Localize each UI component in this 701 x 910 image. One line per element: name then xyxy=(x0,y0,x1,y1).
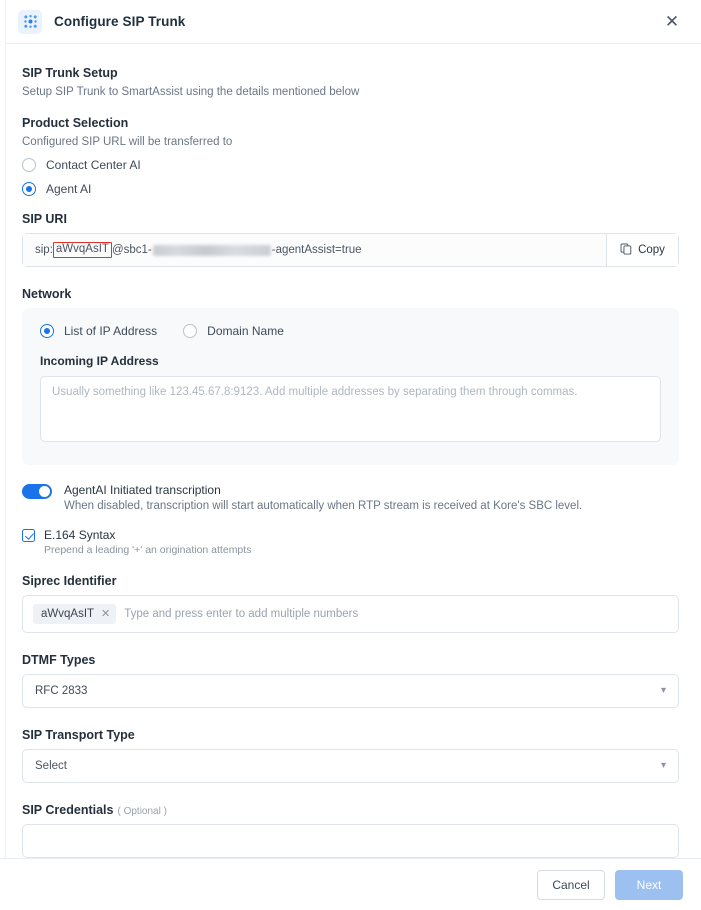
radio-label-contact-center-ai: Contact Center AI xyxy=(46,158,141,172)
radio-domain-name[interactable] xyxy=(183,324,284,338)
siprec-tag-label: aWvqAsIT xyxy=(41,608,95,620)
radio-label-list-of-ip-address: List of IP Address xyxy=(64,324,158,338)
siprec-placeholder: Type and press enter to add multiple numbers xyxy=(124,608,359,620)
copy-button-label: Copy xyxy=(638,244,665,256)
sip-trunk-setup-title: SIP Trunk Setup xyxy=(22,66,118,80)
sip-uri-prefix: sip: xyxy=(35,244,53,256)
network-label: Network xyxy=(22,287,72,301)
cancel-button[interactable]: Cancel xyxy=(537,870,605,900)
radio-list-of-ip-address[interactable] xyxy=(40,324,157,338)
e164-syntax-row xyxy=(22,528,679,556)
radio-label-domain-name: Domain Name xyxy=(207,324,284,338)
network-radio-group xyxy=(40,324,661,338)
radio-agent-ai[interactable] xyxy=(22,182,679,196)
sip-uri-label: SIP URI xyxy=(22,212,67,226)
product-selection-title: Product Selection xyxy=(22,116,129,130)
e164-syntax-checkbox[interactable] xyxy=(22,529,35,542)
e164-syntax-texts xyxy=(44,528,251,556)
radio-icon-agent-ai xyxy=(22,182,36,196)
e164-syntax-description: Prepend a leading '+' an origination attempts xyxy=(44,544,252,556)
radio-contact-center-ai[interactable] xyxy=(22,158,679,172)
product-selection-helper: Configured SIP URL will be transferred to xyxy=(22,136,233,148)
sip-transport-type-value: Select xyxy=(35,760,67,772)
dialog-title: Configure SIP Trunk xyxy=(54,14,186,29)
agentai-transcription-toggle[interactable] xyxy=(22,484,52,499)
agentai-transcription-texts xyxy=(64,483,582,512)
sip-transport-type-label: SIP Transport Type xyxy=(22,728,135,742)
sip-credentials-label xyxy=(22,803,679,817)
dialog-body xyxy=(0,44,701,858)
siprec-tag xyxy=(33,604,116,624)
siprec-identifier-input[interactable] xyxy=(22,595,679,633)
sip-uri-suffix: -agentAssist=true xyxy=(271,244,362,256)
agentai-transcription-description: When disabled, transcription will start automatically when RTP stream is received at Kore's SBC level. xyxy=(64,500,583,512)
close-icon[interactable]: ✕ xyxy=(664,12,680,31)
dtmf-types-select[interactable] xyxy=(22,674,679,708)
copy-icon xyxy=(620,243,632,258)
next-button[interactable]: Next xyxy=(615,870,683,900)
agentai-transcription-row xyxy=(22,483,679,512)
sip-uri-value[interactable] xyxy=(23,234,606,266)
sip-credentials-input[interactable] xyxy=(22,824,679,858)
dialog-header xyxy=(0,0,701,44)
network-panel xyxy=(22,308,679,465)
dialog-footer xyxy=(0,858,701,910)
radio-label-agent-ai: Agent AI xyxy=(46,182,92,196)
sip-uri-middle: @sbc1- xyxy=(111,244,152,256)
sip-uri-highlighted-id: aWvqAsIT xyxy=(53,242,112,258)
chevron-down-icon: ▾ xyxy=(660,760,666,771)
e164-syntax-title: E.164 Syntax xyxy=(44,528,116,542)
sip-uri-redacted-host xyxy=(153,245,271,256)
sip-uri-row xyxy=(22,233,679,267)
kore-logo-icon xyxy=(18,10,42,34)
dtmf-types-value: RFC 2833 xyxy=(35,685,88,697)
incoming-ip-input[interactable] xyxy=(40,376,661,442)
radio-icon-contact-center-ai xyxy=(22,158,36,172)
sip-trunk-setup-subtitle: Setup SIP Trunk to SmartAssist using the details mentioned below xyxy=(22,86,360,98)
sip-transport-type-select[interactable] xyxy=(22,749,679,783)
radio-icon-domain-name xyxy=(183,324,197,338)
siprec-identifier-label: Siprec Identifier xyxy=(22,574,117,588)
chevron-down-icon: ▾ xyxy=(660,685,666,696)
radio-icon-list-of-ip-address xyxy=(40,324,54,338)
sip-credentials-label-text: SIP Credentials xyxy=(22,803,114,817)
copy-button[interactable] xyxy=(606,234,678,266)
siprec-tag-remove-icon[interactable]: ✕ xyxy=(101,607,111,620)
sip-credentials-optional-tag: ( Optional ) xyxy=(117,806,167,817)
dtmf-types-label: DTMF Types xyxy=(22,653,96,667)
agentai-transcription-title: AgentAI Initiated transcription xyxy=(64,483,221,497)
incoming-ip-label: Incoming IP Address xyxy=(40,354,159,368)
